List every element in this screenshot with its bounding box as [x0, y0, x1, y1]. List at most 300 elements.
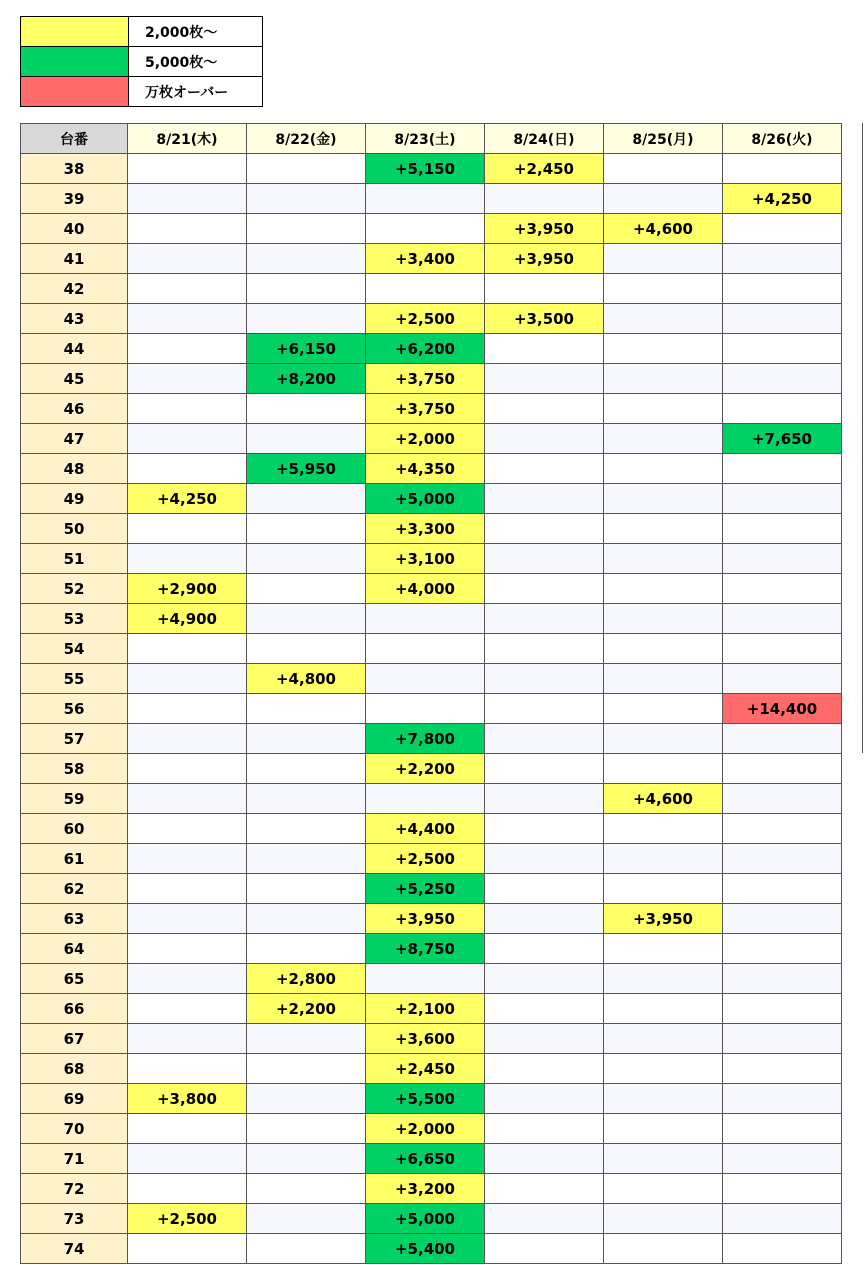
payout-cell: [604, 544, 723, 574]
payout-cell: [604, 664, 723, 694]
payout-cell: +3,950: [485, 214, 604, 244]
payout-cell: [128, 1234, 247, 1264]
payout-cell: [723, 514, 842, 544]
payout-cell: [604, 1024, 723, 1054]
payout-cell: [128, 364, 247, 394]
payout-cell: [247, 1114, 366, 1144]
payout-cell: +2,200: [247, 994, 366, 1024]
payout-cell: [604, 454, 723, 484]
table-row: [21, 784, 842, 814]
payout-cell: +8,750: [366, 934, 485, 964]
payout-cell: [485, 184, 604, 214]
payout-cell: [128, 274, 247, 304]
payout-cell: +5,400: [366, 1234, 485, 1264]
payout-cell: [247, 694, 366, 724]
payout-cell: [723, 214, 842, 244]
payout-cell: [247, 934, 366, 964]
payout-cell: +3,950: [485, 244, 604, 274]
legend-swatch: [21, 47, 129, 77]
payout-cell: +3,950: [366, 904, 485, 934]
table-row: [21, 1114, 842, 1144]
payout-cell: [604, 1234, 723, 1264]
payout-cell: +2,200: [366, 754, 485, 784]
payout-cell: [723, 484, 842, 514]
payout-cell: [128, 244, 247, 274]
legend-label: 5,000枚〜: [129, 47, 263, 77]
machine-number: 43: [21, 304, 128, 334]
payout-cell: [723, 1234, 842, 1264]
payout-cell: [128, 634, 247, 664]
machine-number: 70: [21, 1114, 128, 1144]
machine-number: 54: [21, 634, 128, 664]
payout-cell: [128, 1144, 247, 1174]
table-row: [21, 334, 842, 364]
payout-cell: [485, 784, 604, 814]
table-body: [21, 154, 842, 1264]
payout-cell: +6,650: [366, 1144, 485, 1174]
table-row: [21, 964, 842, 994]
payout-cell: +2,000: [366, 1114, 485, 1144]
payout-cell: [723, 754, 842, 784]
payout-cell: +2,500: [366, 844, 485, 874]
table-row: [21, 214, 842, 244]
payout-cell: +2,100: [366, 994, 485, 1024]
table-row: [21, 874, 842, 904]
payout-cell: [604, 154, 723, 184]
payout-cell: +5,150: [366, 154, 485, 184]
date-header: 8/21(木): [128, 124, 247, 154]
legend-label: 2,000枚〜: [129, 17, 263, 47]
payout-cell: +5,000: [366, 1204, 485, 1234]
payout-cell: [604, 1144, 723, 1174]
legend-swatch: [21, 77, 129, 107]
payout-cell: [485, 424, 604, 454]
machine-number: 50: [21, 514, 128, 544]
payout-cell: [247, 844, 366, 874]
payout-cell: [485, 934, 604, 964]
payout-cell: [485, 1234, 604, 1264]
machine-number-header: 台番: [21, 124, 128, 154]
payout-cell: [128, 1024, 247, 1054]
payout-cell: +7,650: [723, 424, 842, 454]
payout-cell: +3,400: [366, 244, 485, 274]
machine-number: 56: [21, 694, 128, 724]
table-row: [21, 994, 842, 1024]
machine-number: 74: [21, 1234, 128, 1264]
payout-cell: +3,950: [604, 904, 723, 934]
table-row: [21, 184, 842, 214]
payout-cell: [366, 184, 485, 214]
table-row: [21, 1144, 842, 1174]
payout-cell: [723, 814, 842, 844]
payout-cell: [485, 574, 604, 604]
machine-number: 59: [21, 784, 128, 814]
payout-cell: +6,200: [366, 334, 485, 364]
date-header: 8/24(日): [485, 124, 604, 154]
payout-cell: +5,250: [366, 874, 485, 904]
payout-cell: [128, 424, 247, 454]
payout-cell: +3,500: [485, 304, 604, 334]
payout-cell: [366, 694, 485, 724]
payout-cell: [604, 1174, 723, 1204]
table-row: [21, 304, 842, 334]
machine-number: 48: [21, 454, 128, 484]
payout-cell: [723, 1024, 842, 1054]
payout-cell: [723, 1114, 842, 1144]
payout-cell: [604, 814, 723, 844]
payout-cell: [128, 1174, 247, 1204]
table-row: [21, 1024, 842, 1054]
payout-cell: [723, 1144, 842, 1174]
table-row: [21, 604, 842, 634]
machine-number: 61: [21, 844, 128, 874]
payout-cell: [723, 904, 842, 934]
table-row: [21, 154, 842, 184]
payout-cell: [604, 694, 723, 724]
color-legend: [20, 16, 263, 107]
payout-cell: [604, 184, 723, 214]
payout-cell: [485, 664, 604, 694]
payout-cell: +2,500: [128, 1204, 247, 1234]
payout-cell: [723, 634, 842, 664]
payout-cell: [366, 274, 485, 304]
payout-cell: +2,450: [366, 1054, 485, 1084]
payout-cell: [128, 214, 247, 244]
payout-cell: [128, 754, 247, 784]
payout-cell: [247, 1144, 366, 1174]
payout-cell: [485, 544, 604, 574]
payout-cell: +4,800: [247, 664, 366, 694]
payout-cell: [128, 544, 247, 574]
payout-cell: +3,100: [366, 544, 485, 574]
payout-cell: [485, 724, 604, 754]
table-row: [21, 544, 842, 574]
payout-cell: [723, 1084, 842, 1114]
table-row: [21, 814, 842, 844]
table-row: [21, 484, 842, 514]
table-row: [21, 754, 842, 784]
machine-number: 71: [21, 1144, 128, 1174]
payout-cell: [723, 994, 842, 1024]
payout-cell: [247, 544, 366, 574]
legend-label: 万枚オーバー: [129, 77, 263, 107]
table-row: [21, 454, 842, 484]
payout-cell: [723, 394, 842, 424]
payout-cell: +4,000: [366, 574, 485, 604]
payout-cell: [485, 334, 604, 364]
payout-cell: [128, 724, 247, 754]
payout-cell: [485, 634, 604, 664]
payout-cell: [366, 634, 485, 664]
payout-cell: +3,750: [366, 394, 485, 424]
legend-swatch: [21, 17, 129, 47]
table-row: [21, 634, 842, 664]
payout-cell: [366, 664, 485, 694]
machine-number: 57: [21, 724, 128, 754]
payout-cell: [485, 1054, 604, 1084]
payout-cell: [723, 784, 842, 814]
payout-cell: [604, 844, 723, 874]
payout-cell: [485, 1024, 604, 1054]
payout-cell: [247, 1174, 366, 1204]
payout-cell: [485, 454, 604, 484]
legend-body: [21, 17, 263, 107]
payout-cell: [247, 184, 366, 214]
payout-cell: [723, 574, 842, 604]
machine-number: 51: [21, 544, 128, 574]
payout-cell: [604, 1084, 723, 1114]
payout-cell: [485, 694, 604, 724]
payout-cell: [604, 364, 723, 394]
payout-cell: [128, 514, 247, 544]
payout-cell: +3,200: [366, 1174, 485, 1204]
payout-cell: [604, 634, 723, 664]
table-row: [21, 244, 842, 274]
payout-cell: [485, 394, 604, 424]
payout-cell: [723, 1204, 842, 1234]
payout-cell: [247, 1204, 366, 1234]
payout-cell: [604, 964, 723, 994]
payout-cell: [128, 694, 247, 724]
machine-number: 49: [21, 484, 128, 514]
table-row: [21, 274, 842, 304]
table-row: [21, 664, 842, 694]
machine-number: 46: [21, 394, 128, 424]
legend-row: [21, 47, 263, 77]
payout-cell: [128, 1054, 247, 1084]
payout-cell: [128, 934, 247, 964]
payout-cell: [604, 1054, 723, 1084]
payout-cell: [604, 1114, 723, 1144]
payout-cell: [723, 364, 842, 394]
payout-cell: +4,250: [128, 484, 247, 514]
machine-number: 55: [21, 664, 128, 694]
payout-cell: +3,300: [366, 514, 485, 544]
table-row: [21, 514, 842, 544]
payout-cell: [604, 574, 723, 604]
machine-number: 62: [21, 874, 128, 904]
payout-cell: [485, 1114, 604, 1144]
payout-cell: [485, 484, 604, 514]
machine-number: 53: [21, 604, 128, 634]
payout-cell: [366, 604, 485, 634]
payout-cell: [604, 724, 723, 754]
payout-cell: [128, 784, 247, 814]
payout-cell: +3,800: [128, 1084, 247, 1114]
table-row: [21, 904, 842, 934]
payout-cell: +2,450: [485, 154, 604, 184]
payout-table: [20, 123, 842, 1264]
table-header: [21, 124, 842, 154]
payout-cell: [485, 364, 604, 394]
payout-cell: [723, 154, 842, 184]
payout-cell: [247, 604, 366, 634]
payout-cell: [723, 1174, 842, 1204]
payout-cell: [128, 874, 247, 904]
payout-cell: [247, 214, 366, 244]
payout-cell: [723, 934, 842, 964]
payout-cell: [128, 664, 247, 694]
payout-cell: [247, 274, 366, 304]
payout-cell: [723, 844, 842, 874]
payout-cell: [247, 574, 366, 604]
machine-number: 67: [21, 1024, 128, 1054]
payout-cell: [128, 304, 247, 334]
table-row: [21, 1084, 842, 1114]
payout-cell: [723, 274, 842, 304]
table-row: [21, 1204, 842, 1234]
payout-cell: [485, 1204, 604, 1234]
payout-cell: [604, 1204, 723, 1234]
payout-cell: [366, 784, 485, 814]
payout-cell: [604, 394, 723, 424]
machine-number: 39: [21, 184, 128, 214]
payout-cell: [247, 814, 366, 844]
payout-cell: [723, 304, 842, 334]
payout-cell: [723, 724, 842, 754]
payout-cell: [247, 1084, 366, 1114]
payout-cell: +4,400: [366, 814, 485, 844]
payout-cell: [723, 874, 842, 904]
machine-number: 40: [21, 214, 128, 244]
payout-cell: [723, 604, 842, 634]
machine-number: 65: [21, 964, 128, 994]
payout-cell: [247, 874, 366, 904]
payout-cell: [128, 454, 247, 484]
payout-cell: [128, 184, 247, 214]
payout-cell: +4,600: [604, 784, 723, 814]
machine-number: 60: [21, 814, 128, 844]
payout-cell: [485, 754, 604, 784]
payout-cell: +4,600: [604, 214, 723, 244]
payout-cell: [247, 1054, 366, 1084]
machine-number: 38: [21, 154, 128, 184]
payout-cell: [485, 814, 604, 844]
payout-cell: +5,950: [247, 454, 366, 484]
payout-cell: [247, 394, 366, 424]
table-row: [21, 1054, 842, 1084]
date-header: 8/25(月): [604, 124, 723, 154]
table-row: [21, 1234, 842, 1264]
payout-cell: [485, 844, 604, 874]
payout-cell: [366, 214, 485, 244]
payout-cell: +2,000: [366, 424, 485, 454]
payout-cell: [604, 934, 723, 964]
payout-cell: [247, 754, 366, 784]
payout-cell: [604, 484, 723, 514]
payout-cell: [723, 964, 842, 994]
table-row: [21, 574, 842, 604]
payout-cell: [485, 964, 604, 994]
payout-cell: [485, 274, 604, 304]
table-row: [21, 424, 842, 454]
payout-cell: [604, 244, 723, 274]
legend-row: [21, 17, 263, 47]
payout-cell: [604, 514, 723, 544]
machine-number: 42: [21, 274, 128, 304]
payout-cell: [128, 904, 247, 934]
payout-cell: [485, 1144, 604, 1174]
payout-cell: [247, 424, 366, 454]
payout-cell: [128, 844, 247, 874]
payout-cell: +14,400: [723, 694, 842, 724]
machine-number: 44: [21, 334, 128, 364]
payout-cell: [723, 334, 842, 364]
machine-number: 58: [21, 754, 128, 784]
payout-cell: [128, 394, 247, 424]
payout-cell: [485, 604, 604, 634]
payout-cell: [247, 724, 366, 754]
payout-cell: [128, 334, 247, 364]
payout-cell: [723, 1054, 842, 1084]
header-row: [21, 124, 842, 154]
date-header: 8/23(土): [366, 124, 485, 154]
payout-cell: +8,200: [247, 364, 366, 394]
payout-cell: [604, 754, 723, 784]
payout-cell: +2,900: [128, 574, 247, 604]
payout-cell: +3,750: [366, 364, 485, 394]
payout-cell: [604, 994, 723, 1024]
machine-number: 41: [21, 244, 128, 274]
payout-cell: [247, 514, 366, 544]
payout-cell: [604, 604, 723, 634]
grid-right-edge: [862, 123, 863, 753]
payout-cell: +4,250: [723, 184, 842, 214]
payout-cell: +4,900: [128, 604, 247, 634]
table-row: [21, 394, 842, 424]
payout-cell: [247, 1024, 366, 1054]
payout-cell: [247, 1234, 366, 1264]
payout-cell: [604, 334, 723, 364]
table-row: [21, 934, 842, 964]
payout-cell: +5,500: [366, 1084, 485, 1114]
payout-cell: [128, 994, 247, 1024]
payout-cell: [723, 244, 842, 274]
machine-number: 63: [21, 904, 128, 934]
payout-cell: [128, 964, 247, 994]
machine-number: 64: [21, 934, 128, 964]
table-row: [21, 844, 842, 874]
payout-cell: [247, 784, 366, 814]
machine-number: 66: [21, 994, 128, 1024]
payout-cell: [485, 1174, 604, 1204]
payout-cell: [366, 964, 485, 994]
machine-number: 72: [21, 1174, 128, 1204]
payout-cell: [485, 994, 604, 1024]
payout-cell: [128, 1114, 247, 1144]
payout-cell: [247, 304, 366, 334]
payout-cell: [485, 514, 604, 544]
payout-cell: [128, 154, 247, 184]
payout-cell: [723, 544, 842, 574]
payout-cell: +5,000: [366, 484, 485, 514]
payout-cell: [247, 484, 366, 514]
payout-cell: [723, 454, 842, 484]
payout-cell: [604, 874, 723, 904]
payout-cell: [247, 154, 366, 184]
payout-cell: +6,150: [247, 334, 366, 364]
payout-cell: [247, 244, 366, 274]
machine-number: 47: [21, 424, 128, 454]
payout-cell: +2,800: [247, 964, 366, 994]
date-header: 8/22(金): [247, 124, 366, 154]
table-row: [21, 364, 842, 394]
date-header: 8/26(火): [723, 124, 842, 154]
payout-cell: +4,350: [366, 454, 485, 484]
payout-cell: [604, 304, 723, 334]
table-row: [21, 724, 842, 754]
payout-cell: [485, 874, 604, 904]
